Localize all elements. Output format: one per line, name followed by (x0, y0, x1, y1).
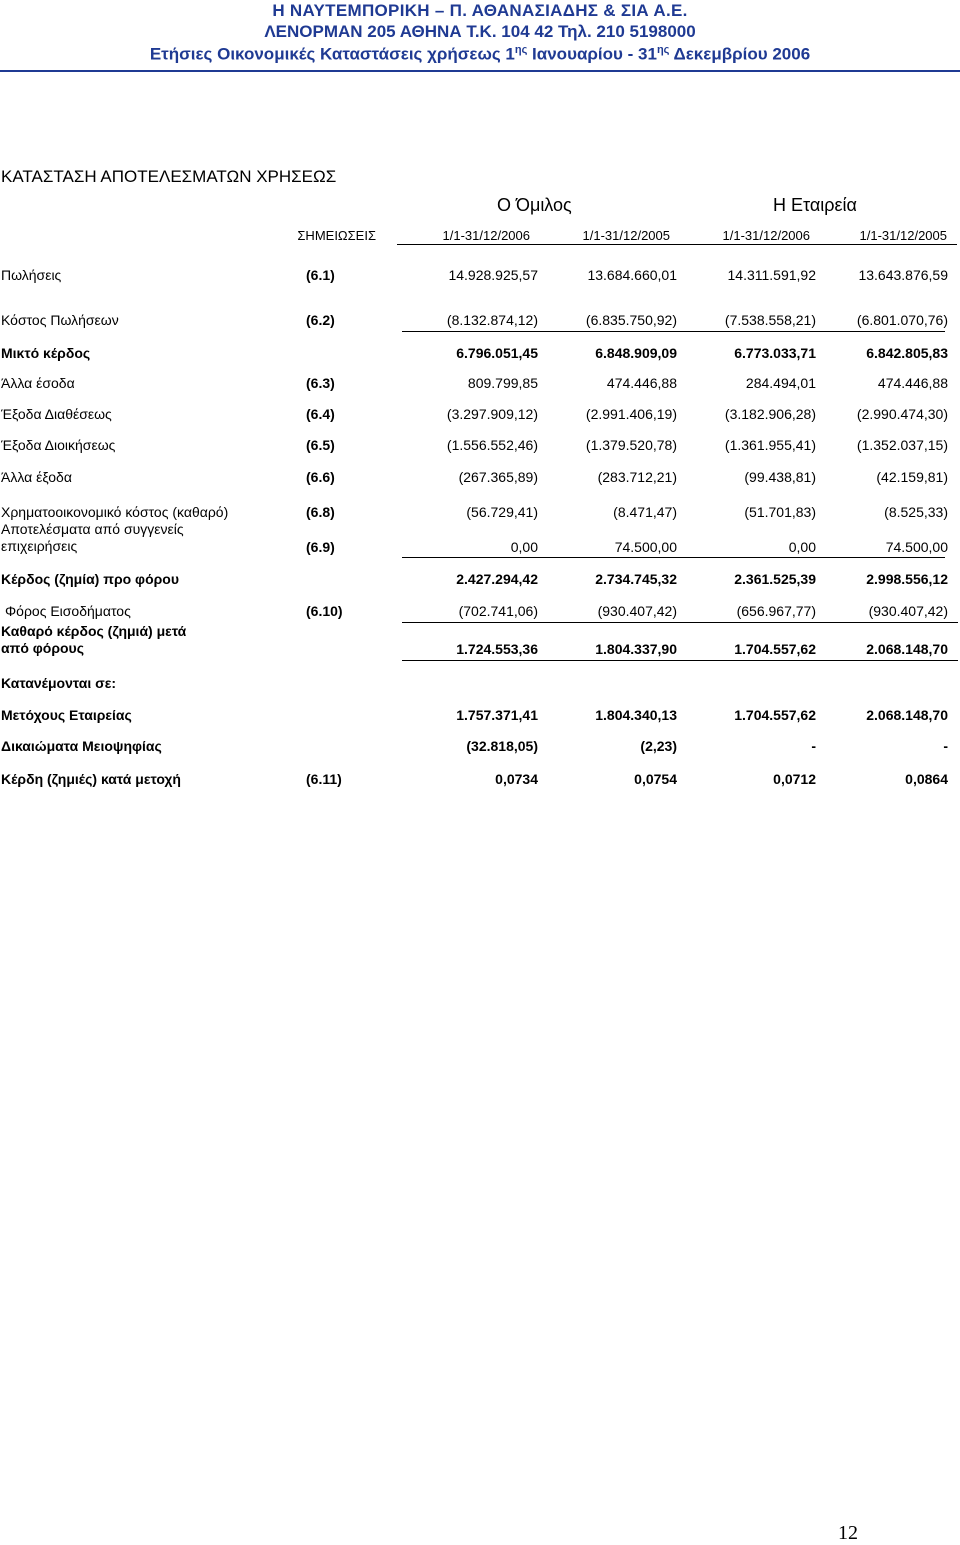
col-header-1: 1/1-31/12/2006 (442, 228, 530, 243)
cell-other-expenses-2: (283.712,21) (597, 469, 677, 485)
cell-gross-4: 6.842.805,83 (866, 345, 948, 361)
row-note-sales: (6.1) (306, 267, 335, 283)
col-header-3: 1/1-31/12/2006 (722, 228, 810, 243)
cell-tax-1: (702.741,06) (458, 603, 538, 619)
col-header-4: 1/1-31/12/2005 (859, 228, 947, 243)
cell-associates-4: 74.500,00 (885, 539, 948, 555)
cell-other-income-1: 809.799,85 (467, 375, 538, 391)
cell-pbt-1: 2.427.294,42 (456, 571, 538, 587)
cell-associates-3: 0,00 (788, 539, 816, 555)
net-profit-underline (402, 660, 958, 661)
company-name: Η ΝΑΥΤΕΜΠΟΡΙΚΗ – Π. ΑΘΑΝΑΣΙΑΔΗΣ & ΣΙΑ Α.Ε. (272, 1, 688, 20)
row-label-attributable-to: Κατανέμονται σε: (1, 675, 116, 691)
row-label-shareholders: Μετόχους Εταιρείας (1, 707, 132, 723)
cell-associates-2: 74.500,00 (614, 539, 677, 555)
row-label-gross-profit: Μικτό κέρδος (1, 345, 91, 361)
cell-other-income-3: 284.494,01 (745, 375, 816, 391)
cell-cost-1: (8.132.874,12) (446, 312, 538, 328)
cell-net-1: 1.724.553,36 (456, 641, 538, 657)
cell-tax-3: (656.967,77) (736, 603, 816, 619)
row-note-distribution-expenses: (6.4) (306, 406, 335, 422)
cell-gross-3: 6.773.033,71 (734, 345, 816, 361)
cell-sales-1: 14.928.925,57 (448, 267, 538, 283)
cell-gross-2: 6.848.909,09 (595, 345, 677, 361)
cell-shareholders-3: 1.704.557,62 (734, 707, 816, 723)
row-note-admin-expenses: (6.5) (306, 437, 335, 453)
cell-sales-4: 13.643.876,59 (858, 267, 948, 283)
cell-other-expenses-3: (99.438,81) (744, 469, 816, 485)
cell-other-income-2: 474.446,88 (606, 375, 677, 391)
cell-minority-2: (2,23) (640, 738, 677, 754)
row-label-eps: Κέρδη (ζημιές) κατά μετοχή (1, 771, 181, 787)
cell-shareholders-4: 2.068.148,70 (866, 707, 948, 723)
cell-eps-1: 0,0734 (495, 771, 538, 787)
row-label-other-income: Άλλα έσοδα (1, 375, 75, 391)
cell-cost-2: (6.835.750,92) (585, 312, 677, 328)
row-label-distribution-expenses: Έξοδα Διαθέσεως (1, 406, 112, 422)
cell-other-income-4: 474.446,88 (877, 375, 948, 391)
row-label-minority-interest: Δικαιώματα Μειοψηφίας (1, 738, 162, 754)
cell-other-expenses-1: (267.365,89) (458, 469, 538, 485)
company-address: ΛΕΝΟΡΜΑΝ 205 ΑΘΗΝΑ Τ.Κ. 104 42 Τηλ. 210 5198000 (264, 22, 696, 41)
cell-sales-3: 14.311.591,92 (727, 267, 816, 283)
row-note-other-expenses: (6.6) (306, 469, 335, 485)
statements-period: Ετήσιες Οικονομικές Καταστάσεις χρήσεως $1^{\eta\varsigma}$ Ιανουαρίου - $31^{\eta\varsigma}$ Δεκεμβρίου 2006 (149, 44, 811, 64)
row-label-admin-expenses: Έξοδα Διοικήσεως (1, 437, 116, 453)
row-label-other-expenses: Άλλα έξοδα (1, 469, 72, 485)
cell-gross-1: 6.796.051,45 (456, 345, 538, 361)
cell-admin-3: (1.361.955,41) (724, 437, 816, 453)
cell-net-2: 1.804.337,90 (595, 641, 677, 657)
cell-distribution-1: (3.297.909,12) (446, 406, 538, 422)
cell-tax-2: (930.407,42) (597, 603, 677, 619)
associates-underline (402, 557, 945, 558)
cell-shareholders-2: 1.804.340,13 (595, 707, 677, 723)
row-note-associates: (6.9) (306, 539, 335, 555)
cell-tax-4: (930.407,42) (868, 603, 948, 619)
row-note-eps: (6.11) (306, 771, 342, 787)
cell-admin-1: (1.556.552,46) (446, 437, 538, 453)
cell-eps-3: 0,0712 (773, 771, 816, 787)
cell-net-4: 2.068.148,70 (866, 641, 948, 657)
cell-minority-3: - (811, 738, 816, 754)
row-note-other-income: (6.3) (306, 375, 335, 391)
cell-distribution-3: (3.182.906,28) (724, 406, 816, 422)
row-label-finance-cost: Χρηματοοικονομικό κόστος (καθαρό) (1, 504, 229, 520)
row-note-cost-of-sales: (6.2) (306, 312, 335, 328)
tax-underline (402, 622, 958, 623)
cell-pbt-3: 2.361.525,39 (734, 571, 816, 587)
cell-minority-4: - (943, 738, 948, 754)
cell-shareholders-1: 1.757.371,41 (456, 707, 538, 723)
row-label-associates: Αποτελέσματα από συγγενείς επιχειρήσεις (1, 521, 184, 554)
company-header: Η Εταιρεία (773, 195, 857, 215)
row-note-finance-cost: (6.8) (306, 504, 335, 520)
cell-cost-3: (7.538.558,21) (724, 312, 816, 328)
cell-distribution-2: (2.991.406,19) (585, 406, 677, 422)
row-label-profit-before-tax: Κέρδος (ζημία) προ φόρου (1, 571, 179, 587)
cell-eps-2: 0,0754 (634, 771, 677, 787)
cell-distribution-4: (2.990.474,30) (856, 406, 948, 422)
row-label-cost-of-sales: Κόστος Πωλήσεων (1, 312, 119, 328)
row-label-net-profit: Καθαρό κέρδος (ζημιά) μετά από φόρους (1, 623, 187, 656)
group-header: Ο Όμιλος (497, 195, 572, 215)
cell-net-3: 1.704.557,62 (734, 641, 816, 657)
cell-finance-2: (8.471,47) (613, 504, 677, 520)
cell-associates-1: 0,00 (510, 539, 538, 555)
cell-pbt-4: 2.998.556,12 (866, 571, 948, 587)
cell-eps-4: 0,0864 (905, 771, 948, 787)
column-header-rule (397, 244, 957, 245)
cell-finance-1: (56.729,41) (466, 504, 538, 520)
row-label-sales: Πωλήσεις (1, 267, 62, 283)
cell-other-expenses-4: (42.159,81) (876, 469, 948, 485)
col-header-2: 1/1-31/12/2005 (582, 228, 670, 243)
cell-minority-1: (32.818,05) (466, 738, 538, 754)
cell-cost-4: (6.801.070,76) (856, 312, 948, 328)
cost-underline (402, 331, 945, 332)
cell-finance-3: (51.701,83) (744, 504, 816, 520)
cell-admin-4: (1.352.037,15) (856, 437, 948, 453)
cell-finance-4: (8.525,33) (884, 504, 948, 520)
row-note-income-tax: (6.10) (306, 603, 343, 619)
page-number: 12 (838, 1522, 858, 1544)
header-rule (0, 70, 960, 72)
notes-header: ΣΗΜΕΙΩΣΕΙΣ (297, 228, 376, 243)
cell-pbt-2: 2.734.745,32 (595, 571, 677, 587)
cell-admin-2: (1.379.520,78) (585, 437, 677, 453)
row-label-income-tax: Φόρος Εισοδήματος (5, 603, 131, 619)
cell-sales-2: 13.684.660,01 (587, 267, 677, 283)
statement-title: ΚΑΤΑΣΤΑΣΗ ΑΠΟΤΕΛΕΣΜΑΤΩΝ ΧΡΗΣΕΩΣ (1, 167, 337, 186)
